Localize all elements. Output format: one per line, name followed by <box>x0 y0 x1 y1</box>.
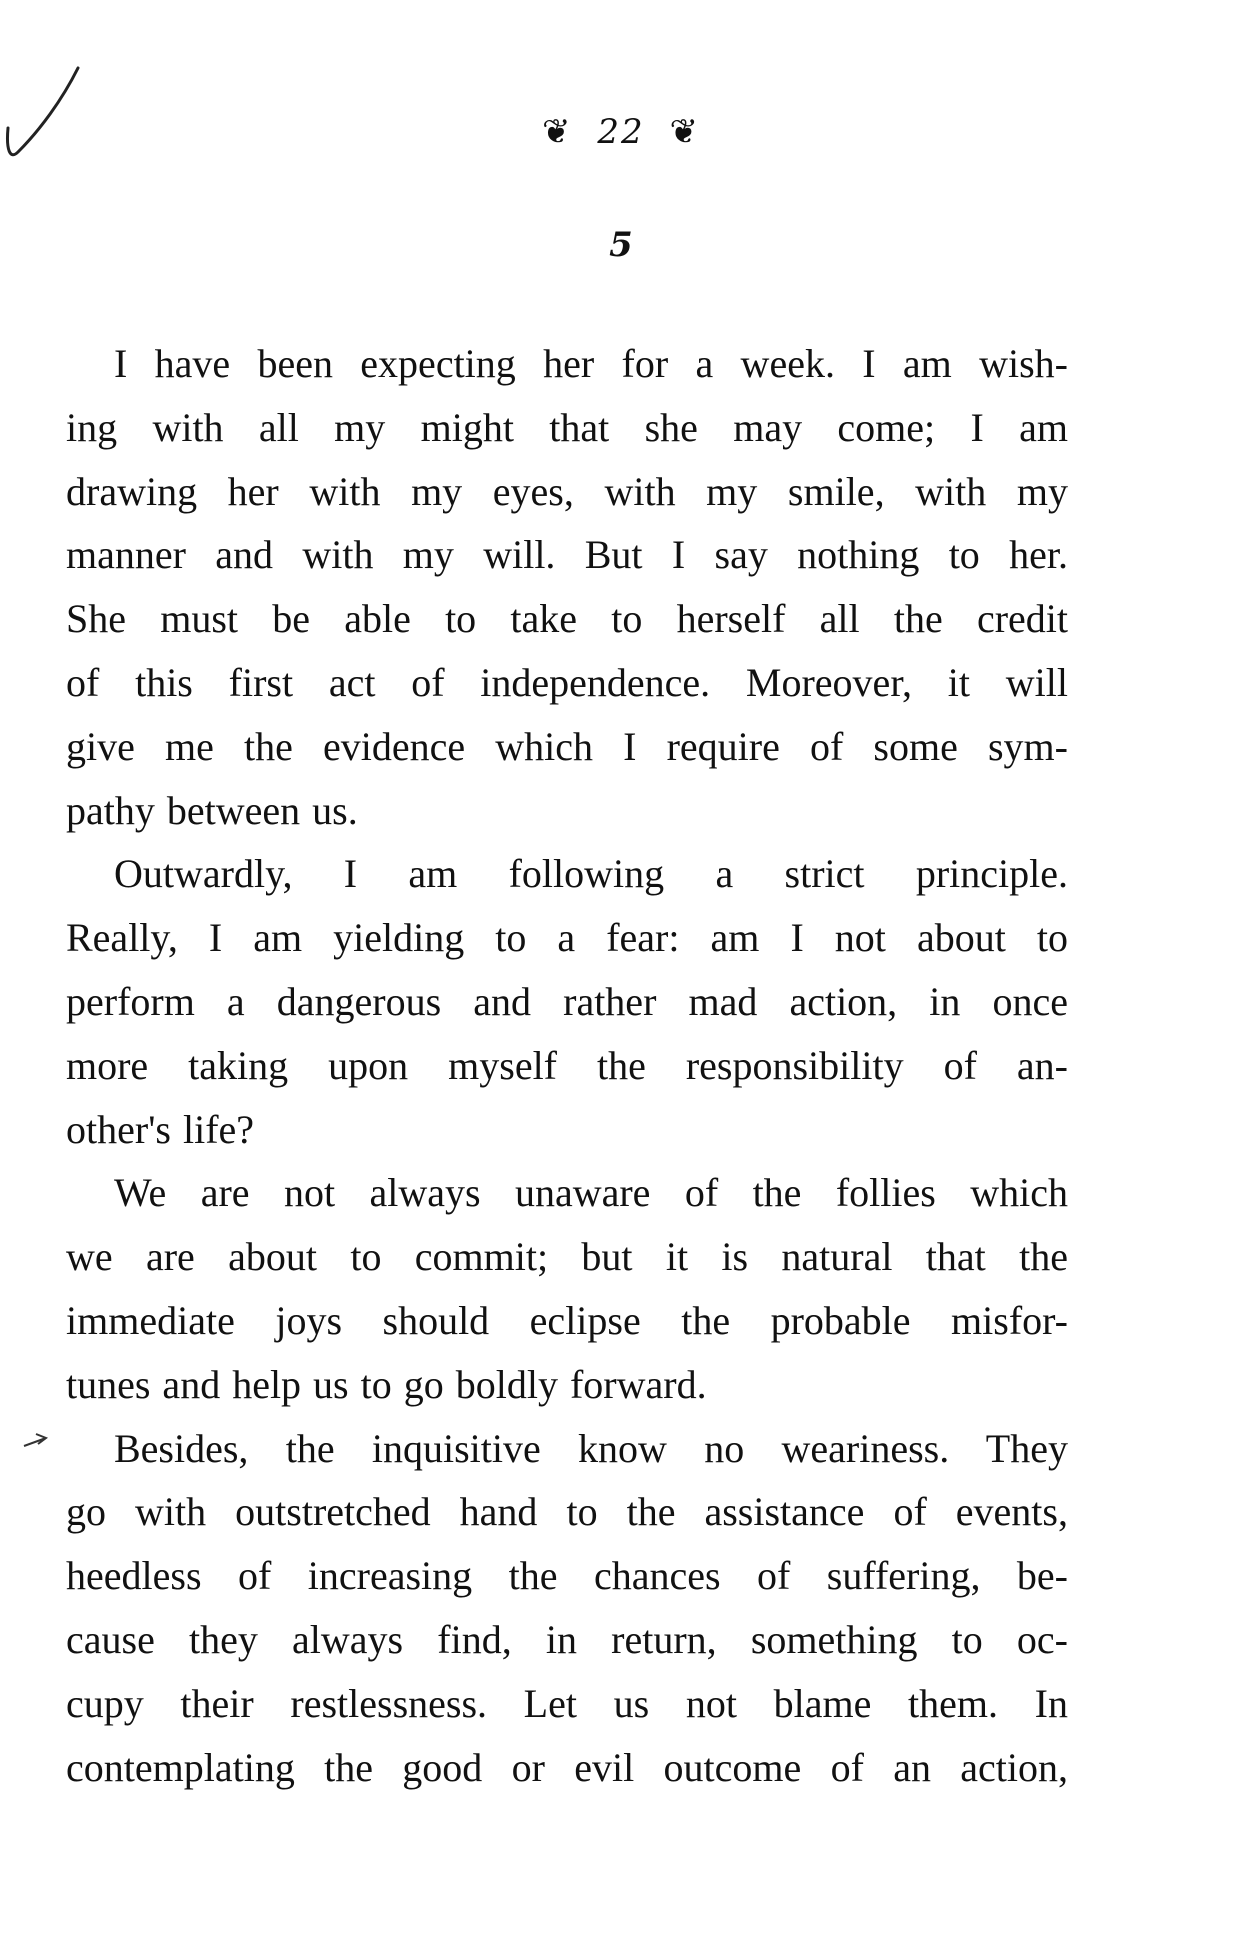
text-line: other's life? <box>66 1106 255 1152</box>
text-line: Outwardly, I am following a strict principle. <box>114 851 1068 897</box>
text-line: cupy their restlessness. Let us not blame them. In <box>66 1680 1068 1726</box>
text-line: heedless of increasing the chances of suffering, be- <box>66 1553 1068 1599</box>
text-line: immediate joys should eclipse the probable misfor- <box>66 1297 1068 1343</box>
page-number: 22 <box>597 112 645 152</box>
text-line: Really, I am yielding to a fear: am I not about to <box>66 915 1068 961</box>
text-line: more taking upon myself the responsibility of an- <box>66 1042 1068 1088</box>
text-line: cause they always find, in return, something to oc- <box>66 1616 1068 1662</box>
margin-arrow-icon <box>22 1430 52 1450</box>
page-header <box>0 112 1242 152</box>
text-line: Besides, the inquisitive know no weariness. They <box>114 1425 1068 1471</box>
text-line: pathy between us. <box>66 787 358 833</box>
left-ornament-icon: ❦ <box>542 112 573 152</box>
text-line: we are about to commit; but it is natural that the <box>66 1234 1068 1280</box>
text-line: perform a dangerous and rather mad action, in once <box>66 978 1068 1024</box>
text-line: I have been expecting her for a week. I am wish- <box>114 341 1068 386</box>
text-line: ing with all my might that she may come; I am <box>66 404 1068 450</box>
right-ornament-icon: ❦ <box>669 112 700 152</box>
text-line: go with outstretched hand to the assistance of events, <box>66 1489 1068 1535</box>
text-line: contemplating the good or evil outcome of an action, <box>66 1744 1068 1790</box>
text-line: We are not always unaware of the follies which <box>114 1170 1068 1216</box>
text-line: tunes and help us to go boldly forward. <box>66 1361 707 1407</box>
text-line: She must be able to take to herself all the credit <box>66 596 1068 642</box>
section-number: 5 <box>609 225 633 265</box>
text-line: drawing her with my eyes, with my smile, with my <box>66 468 1068 514</box>
text-line: manner and with my will. But I say nothing to her. <box>66 532 1068 578</box>
text-line: of this first act of independence. Moreover, it will <box>66 659 1068 705</box>
body-text <box>66 332 1068 1799</box>
text-line: give me the evidence which I require of some sym- <box>66 723 1068 769</box>
